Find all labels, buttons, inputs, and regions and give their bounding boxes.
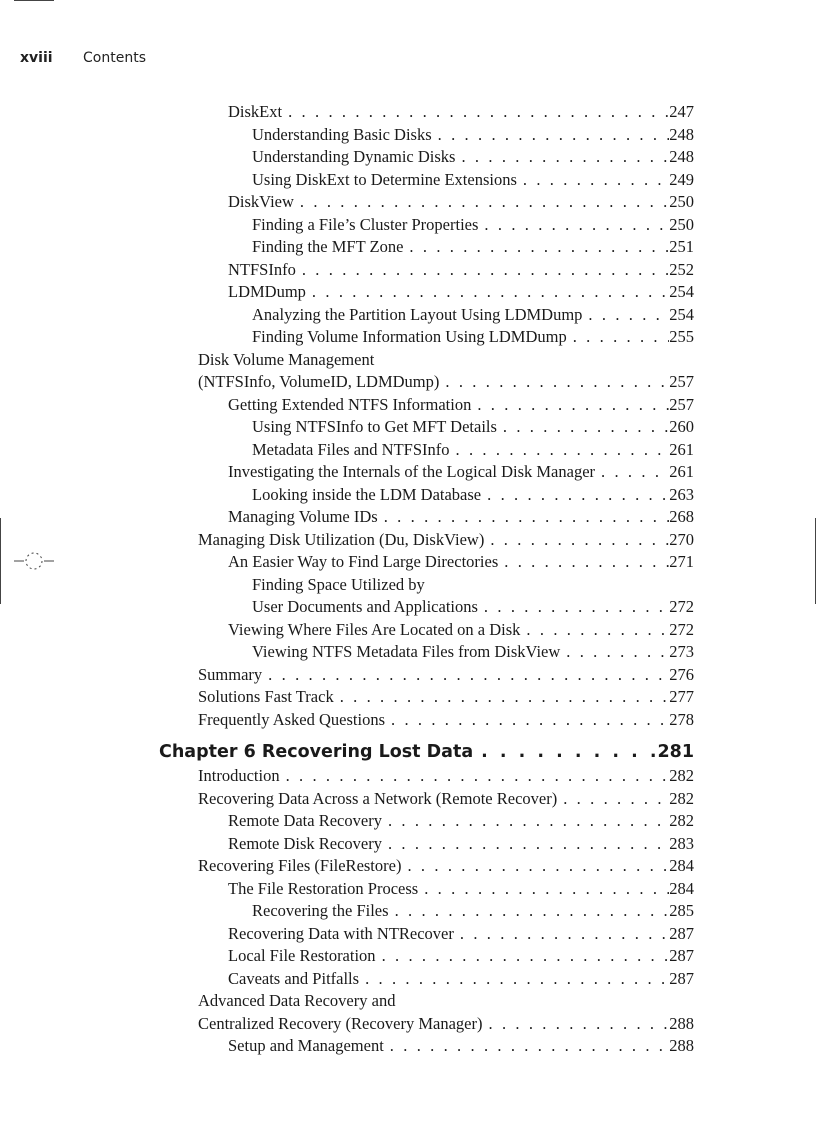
toc-entry: (NTFSInfo, VolumeID, LDMDump) . . . 257 (198, 371, 694, 393)
toc-entry: Finding Space Utilized by (252, 574, 425, 594)
toc-entry: Recovering the Files . . . 285 (252, 900, 694, 922)
toc-entry: Getting Extended NTFS Information . . . 257 (228, 394, 694, 416)
toc-entry: Remote Disk Recovery . . . 283 (228, 833, 694, 855)
toc-entry: Local File Restoration . . . 287 (228, 945, 694, 967)
toc-entry: Using DiskExt to Determine Extensions . . . 249 (252, 169, 694, 191)
toc-entry: Metadata Files and NTFSInfo . . . 261 (252, 439, 694, 461)
running-head-title: Contents (83, 50, 146, 66)
toc-entry: DiskExt . . . 247 (228, 101, 694, 123)
toc-entry: Caveats and Pitfalls . . . 287 (228, 968, 694, 990)
toc-entry: Managing Disk Utilization (Du, DiskView) . . . 270 (198, 529, 694, 551)
crop-mark-left (0, 518, 1, 604)
top-rule (14, 0, 54, 1)
toc-entry: Recovering Files (FileRestore) . . . 284 (198, 855, 694, 877)
toc-entry: LDMDump . . . 254 (228, 281, 694, 303)
toc-entry: Managing Volume IDs . . . 268 (228, 506, 694, 528)
toc-entry: An Easier Way to Find Large Directories . . . 271 (228, 551, 694, 573)
toc-entry: Recovering Data with NTRecover . . . 287 (228, 923, 694, 945)
toc-entry: Summary . . . 276 (198, 664, 694, 686)
toc-entry: Disk Volume Management (198, 349, 375, 369)
toc-entry: Recovering Data Across a Network (Remote Recover) . . . 282 (198, 788, 694, 810)
toc-entry: Introduction . . . 282 (198, 765, 694, 787)
toc-entry: Advanced Data Recovery and (198, 991, 396, 1010)
page-number: xviii (20, 50, 53, 66)
toc-entry: Using NTFSInfo to Get MFT Details . . . 260 (252, 416, 694, 438)
toc-entry: NTFSInfo . . . 252 (228, 259, 694, 281)
toc-entry: Finding Volume Information Using LDMDump . . . 255 (252, 326, 694, 348)
toc-entry: Remote Data Recovery . . . 282 (228, 810, 694, 832)
toc-entry: Looking inside the LDM Database . . . 263 (252, 484, 694, 506)
toc-entry: Frequently Asked Questions . . . 278 (198, 709, 694, 731)
toc-entry: Solutions Fast Track . . . 277 (198, 686, 694, 708)
toc-entry: Understanding Basic Disks . . . 248 (252, 124, 694, 146)
toc-entry: Viewing Where Files Are Located on a Disk . . . 272 (228, 619, 694, 641)
toc-entry: Finding a File’s Cluster Properties . . . 250 (252, 214, 694, 236)
toc-entry: Analyzing the Partition Layout Using LDMDump . . . 254 (252, 304, 694, 326)
toc-entry: Finding the MFT Zone . . . 251 (252, 236, 694, 258)
toc-entry: DiskView . . . 250 (228, 191, 694, 213)
chapter-heading: Chapter 6 Recovering Lost Data . . . 281 (159, 739, 694, 765)
toc-entry: Centralized Recovery (Recovery Manager) . . . 288 (198, 1013, 694, 1035)
toc-entry: Investigating the Internals of the Logical Disk Manager . . . 261 (228, 461, 694, 483)
toc-entry: User Documents and Applications . . . 272 (252, 596, 694, 618)
toc-entry: Viewing NTFS Metadata Files from DiskView . . . 273 (252, 641, 694, 663)
registration-mark-icon (14, 547, 54, 575)
running-head (20, 50, 146, 66)
toc-entry: Understanding Dynamic Disks . . . 248 (252, 146, 694, 168)
toc-entry: Setup and Management . . . 288 (228, 1035, 694, 1057)
toc-entry: The File Restoration Process . . . 284 (228, 878, 694, 900)
